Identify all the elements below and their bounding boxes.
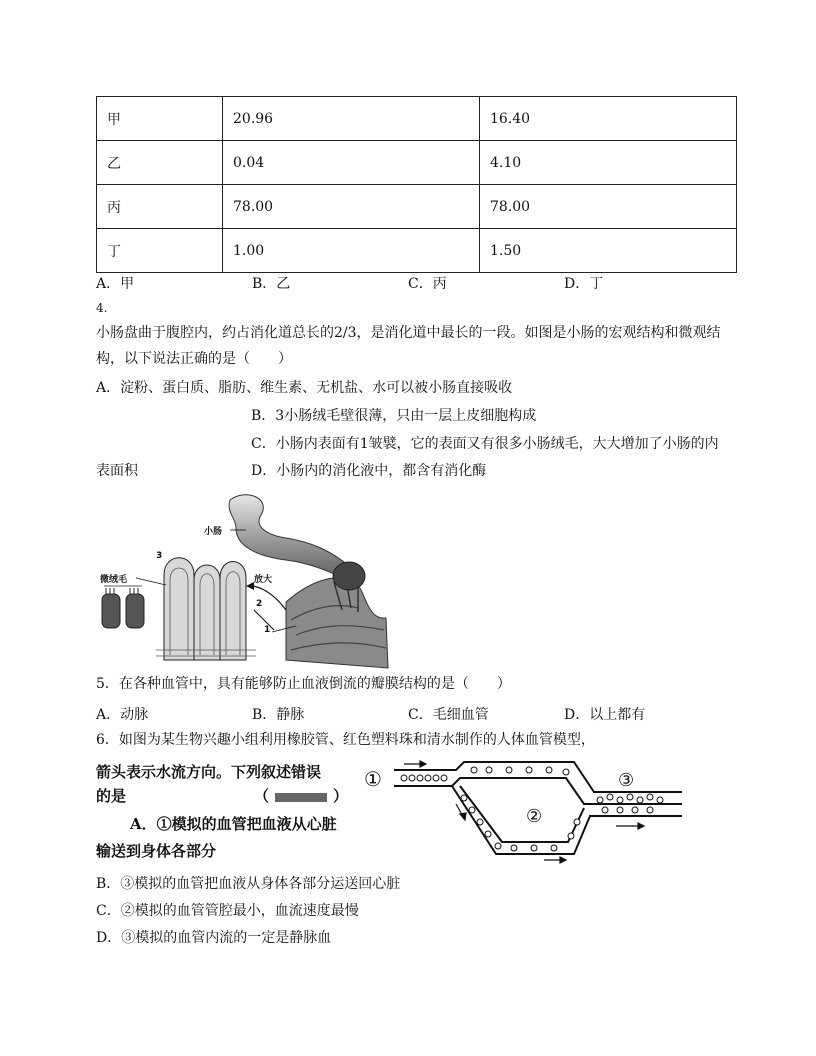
label-vessel-2: ② xyxy=(526,806,543,827)
label-vessel-1: ① xyxy=(364,767,382,791)
table-cell: 丙 xyxy=(97,185,223,229)
option-c-continued: 表面积 xyxy=(96,463,138,479)
question-stem: 箭头表示水流方向。下列叙述错误 xyxy=(96,763,322,781)
option-d[interactable]: D．以上都有 xyxy=(564,707,646,723)
table-row xyxy=(97,141,737,185)
option-d[interactable]: D．丁 xyxy=(564,276,604,292)
label-number: 3 xyxy=(156,551,163,561)
question-stem: 6．如图为某生物兴趣小组利用橡胶管、红色塑料珠和清水制作的人体血管模型， xyxy=(96,732,595,748)
table-cell: 20.96 xyxy=(223,97,480,141)
table-row xyxy=(97,185,737,229)
option-c[interactable]: C．丙 xyxy=(408,276,447,292)
option-d[interactable]: D．③模拟的血管内流的一定是静脉血 xyxy=(96,930,332,946)
bracket-open: （ xyxy=(254,787,270,805)
label-vessel-3: ③ xyxy=(618,770,635,791)
option-a[interactable]: A．动脉 xyxy=(96,707,149,723)
label-magnify: 放大 xyxy=(254,575,273,585)
table-cell: 78.00 xyxy=(223,185,480,229)
option-d[interactable]: D．小肠内的消化液中，都含有消化酶 xyxy=(251,463,487,479)
table-cell: 乙 xyxy=(97,141,223,185)
option-a[interactable]: A．淀粉、蛋白质、脂肪、维生素、无机盐、水可以被小肠直接吸收 xyxy=(96,380,513,396)
table-cell: 4.10 xyxy=(480,141,737,185)
label-microvilli: 微绒毛 xyxy=(100,575,128,585)
question-number: 4. xyxy=(96,301,108,315)
data-table xyxy=(96,96,737,273)
table-cell: 甲 xyxy=(97,97,223,141)
option-a[interactable]: A．①模拟的血管把血液从心脏 xyxy=(130,815,337,833)
option-c[interactable]: C．毛细血管 xyxy=(408,707,489,723)
table-cell: 16.40 xyxy=(480,97,737,141)
table-cell: 0.04 xyxy=(223,141,480,185)
option-b[interactable]: B．③模拟的血管把血液从身体各部分运送回心脏 xyxy=(96,876,401,892)
label-number: 1 xyxy=(264,625,271,635)
label-number: 2 xyxy=(256,599,263,609)
table-cell: 丁 xyxy=(97,229,223,273)
question-stem-text: 的是 xyxy=(96,787,127,805)
table-cell: 1.00 xyxy=(223,229,480,273)
table-cell: 1.50 xyxy=(480,229,737,273)
option-b[interactable]: B．3小肠绒毛壁很薄，只由一层上皮细胞构成 xyxy=(251,408,537,424)
option-a-continued: 输送到身体各部分 xyxy=(96,842,217,860)
vessel-model-figure xyxy=(364,756,684,866)
option-c[interactable]: C．②模拟的血管管腔最小，血流速度最慢 xyxy=(96,903,359,919)
table-row xyxy=(97,229,737,273)
label-intestine: 小肠 xyxy=(204,527,223,537)
bracket-close: ） xyxy=(333,787,349,805)
table-row xyxy=(97,97,737,141)
question-stem xyxy=(96,783,348,809)
answer-blank[interactable] xyxy=(275,793,327,802)
small-intestine-figure xyxy=(96,490,396,672)
option-a[interactable]: A．甲 xyxy=(96,276,135,292)
question-stem: 构，以下说法正确的是（ ） xyxy=(96,351,292,367)
question-stem: 小肠盘曲于腹腔内，约占消化道总长的2/3，是消化道中最长的一段。如图是小肠的宏观结构和微观结 xyxy=(96,325,721,341)
option-c[interactable]: C．小肠内表面有1皱襞，它的表面又有很多小肠绒毛，大大增加了小肠的内 xyxy=(251,436,719,452)
question-stem: 5．在各种血管中，具有能够防止血液倒流的瓣膜结构的是（ ） xyxy=(96,676,511,692)
option-b[interactable]: B．乙 xyxy=(252,276,291,292)
option-b[interactable]: B．静脉 xyxy=(252,707,305,723)
table-cell: 78.00 xyxy=(480,185,737,229)
